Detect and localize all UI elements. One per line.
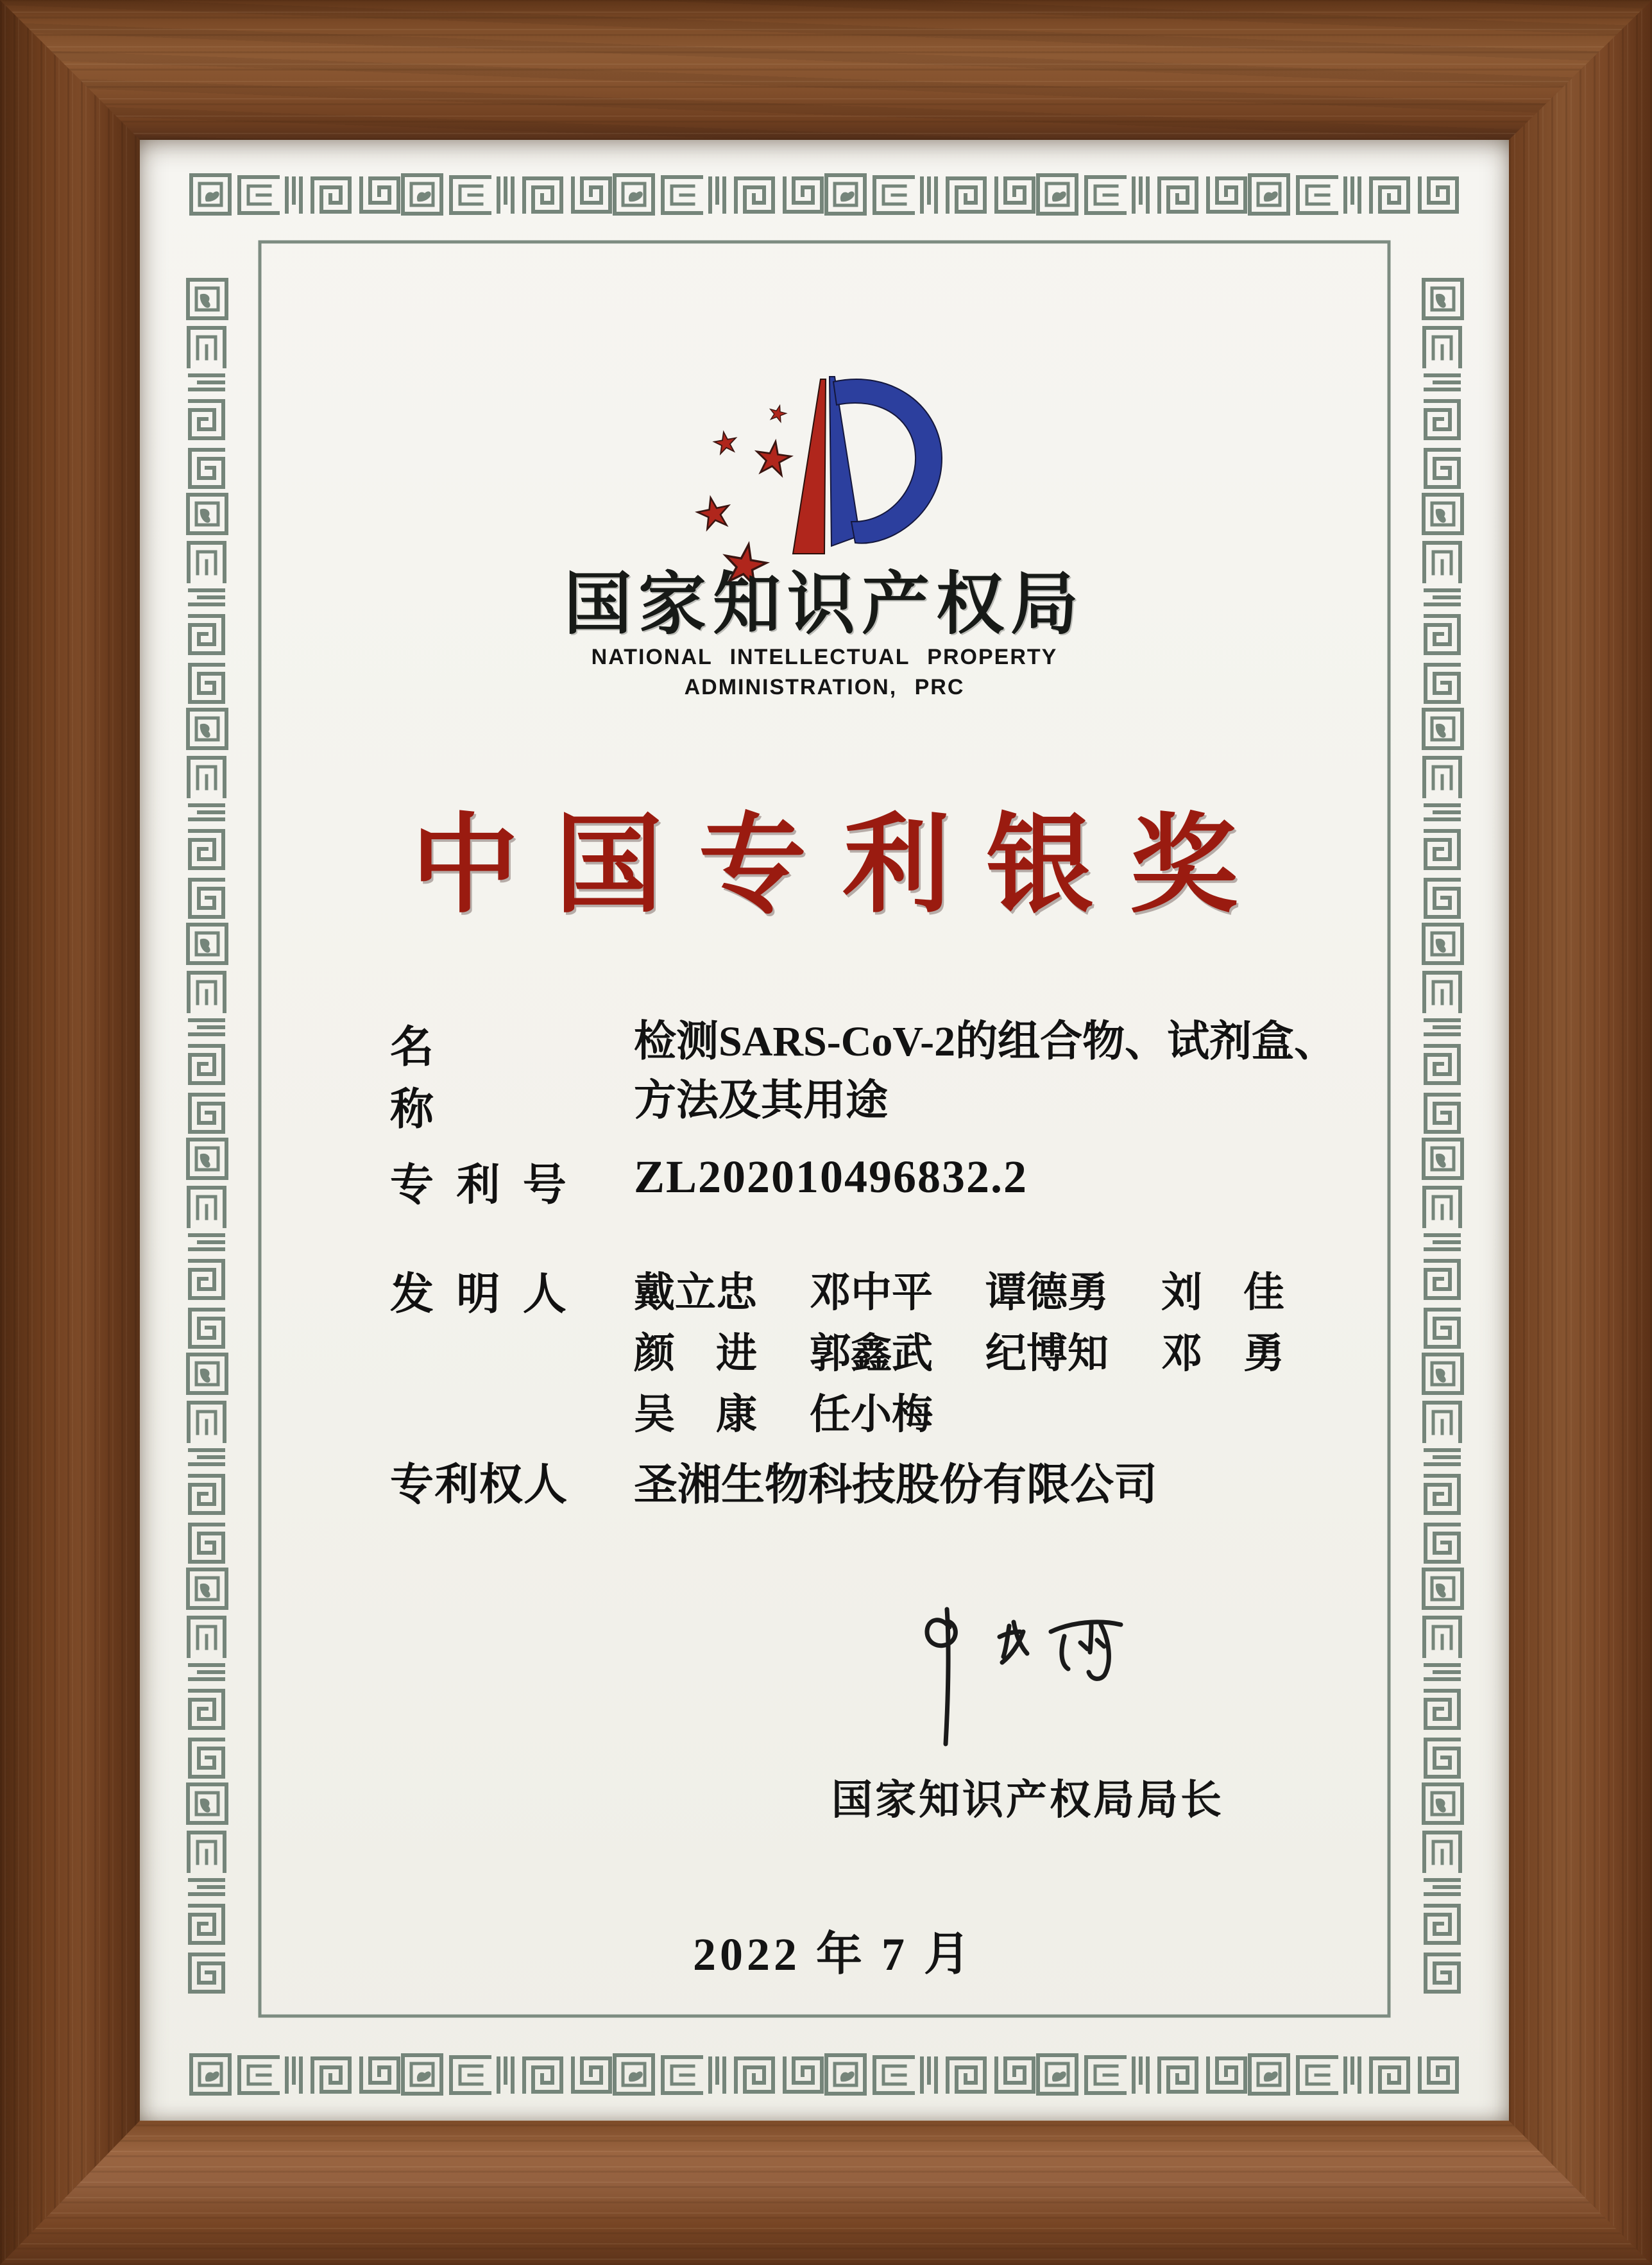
inventor-name: 纪博知 bbox=[985, 1331, 1109, 1376]
field-row-inventors bbox=[390, 1260, 1337, 1442]
field-label-patentee: 专利权人 bbox=[390, 1460, 568, 1509]
inventor-name: 刘 佳 bbox=[1161, 1270, 1284, 1315]
inventor-name: 吴 康 bbox=[634, 1392, 757, 1437]
inventor-name: 邓中平 bbox=[810, 1270, 933, 1315]
field-row-name bbox=[390, 1013, 1336, 1137]
issuer-name-en-line1: NATIONAL INTELLECTUAL PROPERTY bbox=[591, 645, 1058, 669]
inventor-name: 颜 进 bbox=[634, 1331, 757, 1376]
field-value-name-line2: 方法及其用途 bbox=[634, 1077, 888, 1124]
field-label-inventors: 发明人 bbox=[390, 1270, 590, 1319]
inventor-name: 戴立忠 bbox=[634, 1270, 757, 1315]
inventors-line-2 bbox=[634, 1321, 1337, 1381]
wood-frame-right bbox=[1509, 0, 1652, 2265]
greek-key-border-right bbox=[1424, 280, 1462, 1992]
field-value-patent-no: ZL202010496832.2 bbox=[634, 1151, 1028, 1202]
logo-blue-p bbox=[830, 377, 942, 546]
star-icon bbox=[768, 404, 788, 423]
star-icon bbox=[713, 430, 738, 454]
inventors-line-3 bbox=[634, 1381, 1337, 1442]
field-row-patentee bbox=[390, 1450, 1157, 1512]
issue-date: 2022 年 7 月 bbox=[692, 1929, 974, 1980]
field-label-patent-no: 专利号 bbox=[390, 1161, 590, 1209]
star-icon bbox=[754, 440, 793, 477]
logo-stars bbox=[695, 404, 792, 587]
wood-frame-bottom bbox=[0, 2121, 1652, 2265]
wood-frame-top bbox=[0, 0, 1652, 140]
inventor-name: 谭德勇 bbox=[985, 1270, 1109, 1315]
award-title: 中国专利银奖 bbox=[411, 805, 1273, 925]
certificate-paper bbox=[140, 140, 1509, 2121]
field-label-name: 名称 bbox=[390, 1023, 522, 1134]
inventor-name: 郭鑫武 bbox=[810, 1331, 933, 1376]
inventor-name: 邓 勇 bbox=[1161, 1331, 1284, 1376]
field-value-patentee: 圣湘生物科技股份有限公司 bbox=[634, 1460, 1158, 1509]
greek-key-border-bottom bbox=[191, 2055, 1457, 2094]
star-icon bbox=[695, 494, 732, 530]
issuer-name-cn: 国家知识产权局 bbox=[564, 567, 1085, 642]
signer-title: 国家知识产权局局长 bbox=[831, 1777, 1224, 1823]
field-value-inventors bbox=[634, 1260, 1337, 1442]
inventors-line-1 bbox=[634, 1260, 1337, 1321]
inventor-name: 任小梅 bbox=[810, 1392, 933, 1437]
wood-frame-left bbox=[0, 0, 140, 2265]
issuer-name-en-line2: ADMINISTRATION, PRC bbox=[684, 675, 965, 699]
field-row-patent-no bbox=[390, 1150, 1028, 1213]
field-value-name-line1: 检测SARS-CoV-2的组合物、试剂盒、 bbox=[634, 1018, 1337, 1065]
signature-handwriting bbox=[846, 1603, 1179, 1763]
field-value-name bbox=[634, 1013, 1336, 1131]
greek-key-border-top bbox=[191, 175, 1457, 214]
greek-key-border-left bbox=[188, 280, 226, 1992]
logo-red-wedge bbox=[793, 379, 826, 554]
